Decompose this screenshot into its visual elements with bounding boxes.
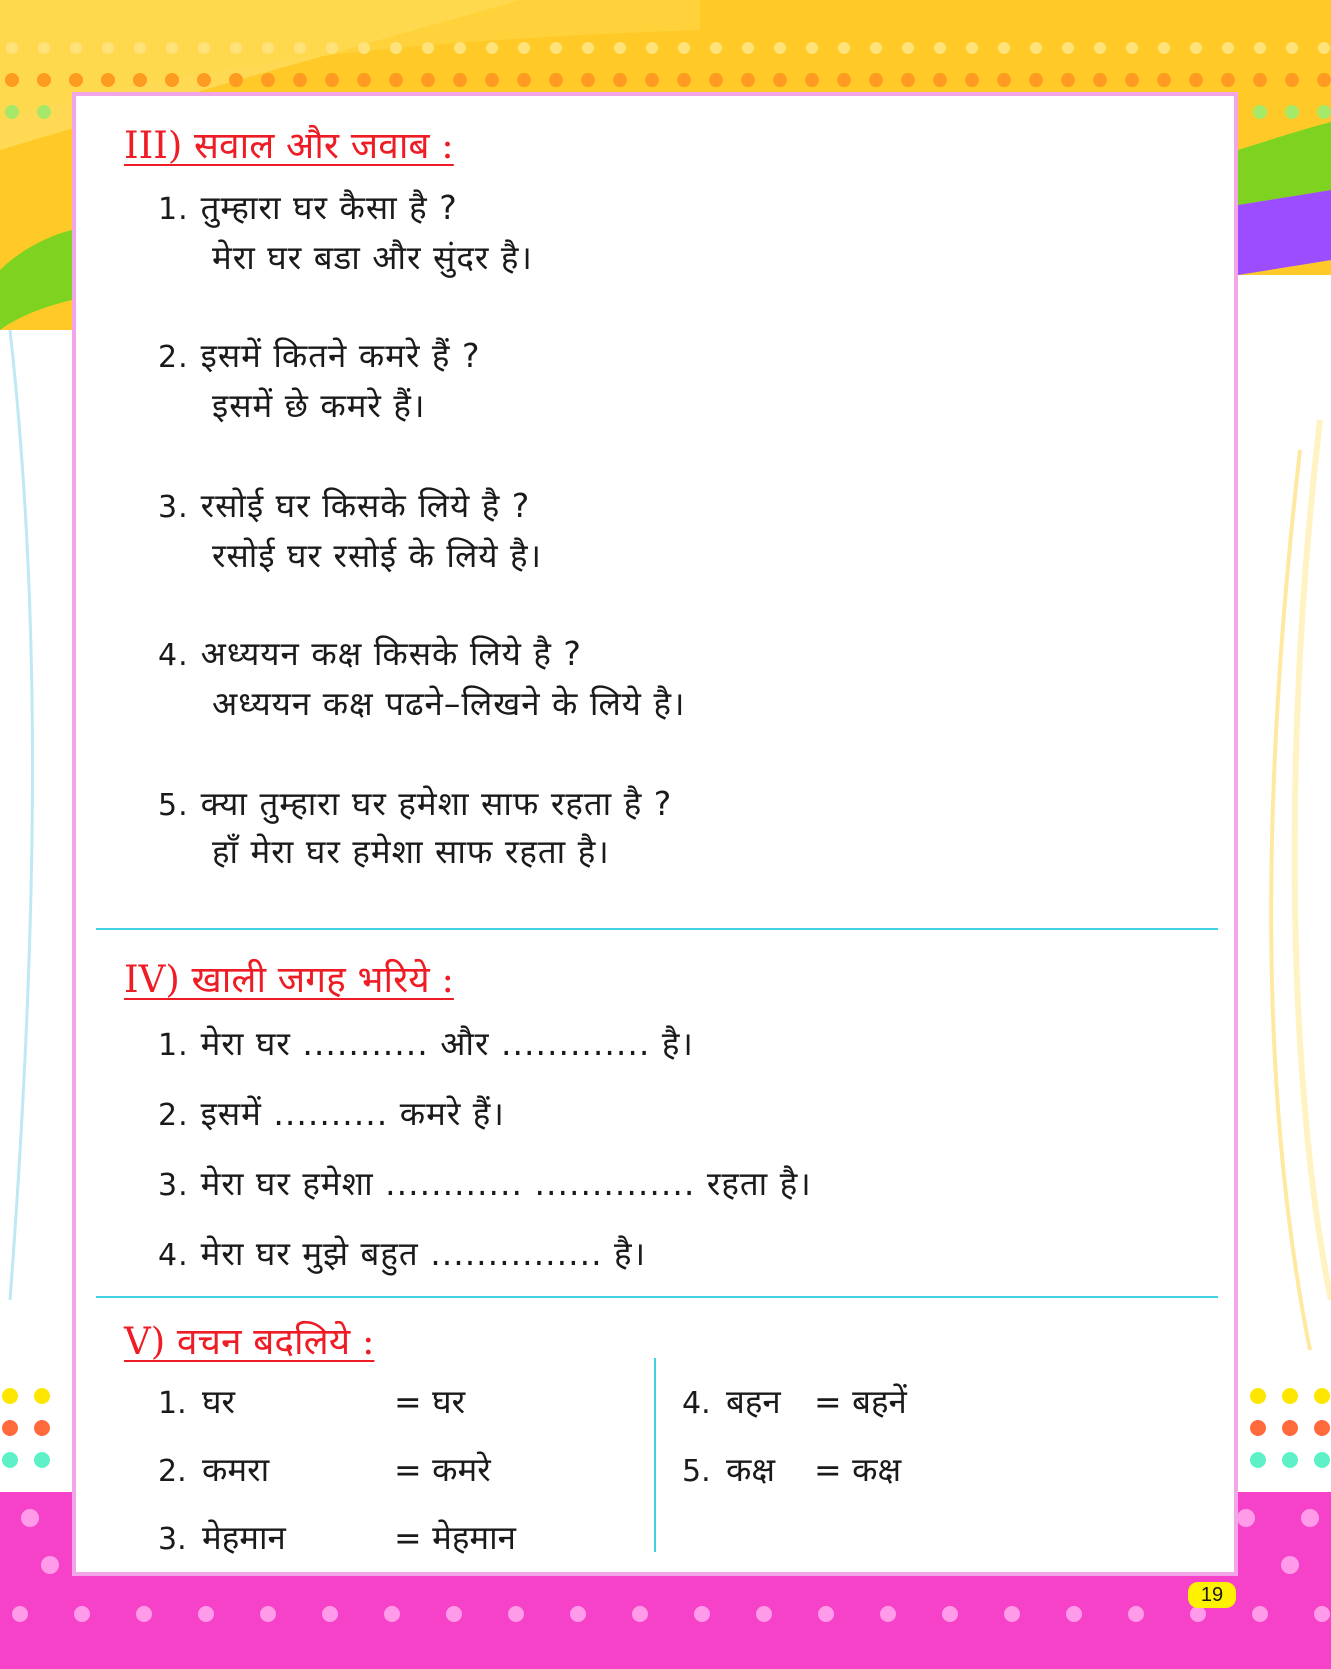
decorative-dot xyxy=(102,42,114,54)
decorative-dot xyxy=(1158,42,1170,54)
decorative-dot xyxy=(613,73,627,87)
decorative-dot xyxy=(942,1606,958,1622)
decorative-dot xyxy=(646,42,658,54)
decorative-dot xyxy=(933,73,947,87)
decorative-dot xyxy=(262,42,274,54)
decorative-dot xyxy=(453,73,467,87)
decorative-dot xyxy=(632,1606,648,1622)
decorative-dot xyxy=(1128,1606,1144,1622)
decorative-dot xyxy=(645,73,659,87)
decorative-dot xyxy=(1285,105,1299,119)
decorative-dot xyxy=(229,73,243,87)
decorative-dot xyxy=(818,1606,834,1622)
fill-blank-4: 4. मेरा घर मुझे बहुत ............... है। xyxy=(158,1234,647,1273)
decorative-dot xyxy=(2,1452,18,1468)
decorative-dot xyxy=(1301,1509,1319,1527)
decorative-dot xyxy=(1254,42,1266,54)
decorative-dot xyxy=(260,1606,276,1622)
decorative-dot xyxy=(198,1606,214,1622)
decorative-dot xyxy=(837,73,851,87)
decorative-dot xyxy=(1318,42,1330,54)
decorative-dot xyxy=(806,42,818,54)
decorative-dot xyxy=(997,73,1011,87)
decorative-dot xyxy=(486,42,498,54)
decorative-dot xyxy=(1094,42,1106,54)
decorative-dot xyxy=(12,1606,28,1622)
decorative-dot xyxy=(1282,1388,1298,1404)
decorative-dot xyxy=(902,42,914,54)
plural-pair-3: 3. मेहमान = मेहमान xyxy=(158,1518,516,1557)
decorative-dot xyxy=(197,73,211,87)
decorative-dot xyxy=(1189,73,1203,87)
plural-pair-1: 1. घर = घर xyxy=(158,1382,466,1421)
decorative-dot xyxy=(582,42,594,54)
decorative-dot xyxy=(1317,105,1331,119)
decorative-dot xyxy=(1286,42,1298,54)
decorative-dot xyxy=(1314,1452,1330,1468)
decorative-dot xyxy=(1125,73,1139,87)
decorative-dot xyxy=(198,42,210,54)
answer-2: इसमें छे कमरे हैं। xyxy=(212,386,426,425)
decorative-dot xyxy=(1029,73,1043,87)
decorative-dot xyxy=(1317,73,1331,87)
decorative-dot xyxy=(38,42,50,54)
decorative-dot xyxy=(134,42,146,54)
decorative-dot xyxy=(1314,1606,1330,1622)
decorative-dot xyxy=(293,73,307,87)
decorative-dot xyxy=(518,42,530,54)
decorative-dot xyxy=(37,105,51,119)
decorative-dot xyxy=(581,73,595,87)
decorative-dot xyxy=(570,1606,586,1622)
decorative-dot xyxy=(485,73,499,87)
decorative-dot xyxy=(322,1606,338,1622)
decorative-dot xyxy=(677,73,691,87)
fill-blank-2: 2. इसमें .......... कमरे हैं। xyxy=(158,1094,505,1133)
decorative-dot xyxy=(965,73,979,87)
decorative-dot xyxy=(261,73,275,87)
decorative-dot xyxy=(1221,73,1235,87)
decorative-dot xyxy=(389,73,403,87)
decorative-dot xyxy=(21,1509,39,1527)
decorative-dot xyxy=(869,73,883,87)
answer-5: हाँ मेरा घर हमेशा साफ रहता है। xyxy=(212,832,610,871)
decorative-dot xyxy=(1066,1606,1082,1622)
decorative-dot xyxy=(34,1452,50,1468)
decorative-dot xyxy=(325,73,339,87)
plural-pair-5: 5. कक्ष = कक्ष xyxy=(682,1450,902,1489)
decorative-dot xyxy=(69,73,83,87)
decorative-dot xyxy=(934,42,946,54)
decorative-dot xyxy=(34,1420,50,1436)
decorative-dot xyxy=(37,73,51,87)
fill-blank-1: 1. मेरा घर ........... और ............. है। xyxy=(158,1024,694,1063)
decorative-dot xyxy=(870,42,882,54)
column-divider xyxy=(654,1358,656,1552)
decorative-dot xyxy=(1004,1606,1020,1622)
decorative-dot xyxy=(805,73,819,87)
decorative-dot xyxy=(446,1606,462,1622)
dot-row-top-2 xyxy=(0,70,1331,90)
decorative-dot xyxy=(166,42,178,54)
decorative-dot xyxy=(549,73,563,87)
dot-row-top-1 xyxy=(0,38,1331,58)
decorative-dot xyxy=(756,1606,772,1622)
decorative-dot xyxy=(1061,73,1075,87)
decorative-dot xyxy=(326,42,338,54)
section-5-title: V) वचन बदलिये : xyxy=(124,1320,375,1363)
decorative-dot xyxy=(774,42,786,54)
decorative-dot xyxy=(741,73,755,87)
decorative-dot xyxy=(1253,73,1267,87)
decorative-dot xyxy=(1252,1606,1268,1622)
decorative-dot xyxy=(1062,42,1074,54)
decorative-dot xyxy=(1285,73,1299,87)
decorative-dot xyxy=(742,42,754,54)
answer-3: रसोई घर रसोई के लिये है। xyxy=(212,536,542,575)
decorative-dot xyxy=(1093,73,1107,87)
answer-4: अध्ययन कक्ष पढने–लिखने के लिये है। xyxy=(212,684,686,723)
decorative-dot xyxy=(421,73,435,87)
answer-1: मेरा घर बडा और सुंदर है। xyxy=(212,238,533,277)
decorative-dot xyxy=(5,73,19,87)
decorative-dot xyxy=(709,73,723,87)
decorative-dot xyxy=(230,42,242,54)
decorative-dot xyxy=(133,73,147,87)
decorative-dot xyxy=(1157,73,1171,87)
decorative-dot xyxy=(70,42,82,54)
decorative-dot xyxy=(1314,1420,1330,1436)
question-1: 1. तुम्हारा घर कैसा है ? xyxy=(158,188,458,227)
decorative-dot xyxy=(614,42,626,54)
decorative-dot xyxy=(1253,105,1267,119)
decorative-dot xyxy=(41,1556,59,1574)
decorative-dot xyxy=(1250,1452,1266,1468)
decorative-dot xyxy=(550,42,562,54)
decorative-dot xyxy=(694,1606,710,1622)
decorative-dot xyxy=(998,42,1010,54)
decorative-dot xyxy=(966,42,978,54)
decorative-dot xyxy=(422,42,434,54)
question-5: 5. क्या तुम्हारा घर हमेशा साफ रहता है ? xyxy=(158,784,673,823)
question-3: 3. रसोई घर किसके लिये है ? xyxy=(158,486,531,525)
decorative-dot xyxy=(74,1606,90,1622)
decorative-dot xyxy=(454,42,466,54)
page-number-badge: 19 xyxy=(1188,1582,1236,1608)
decorative-dot xyxy=(1250,1420,1266,1436)
decorative-dot xyxy=(901,73,915,87)
decorative-dot xyxy=(2,1420,18,1436)
dot-row-pink-3 xyxy=(0,1604,1331,1624)
decorative-dot xyxy=(710,42,722,54)
decorative-dot xyxy=(358,42,370,54)
decorative-dot xyxy=(2,1388,18,1404)
decorative-dot xyxy=(517,73,531,87)
decorative-dot xyxy=(678,42,690,54)
question-4: 4. अध्ययन कक्ष किसके लिये है ? xyxy=(158,634,582,673)
decorative-dot xyxy=(390,42,402,54)
decorative-dot xyxy=(1250,1388,1266,1404)
plural-pair-4: 4. बहन = बहनें xyxy=(682,1382,907,1421)
decorative-dot xyxy=(773,73,787,87)
decorative-dot xyxy=(1190,1606,1206,1622)
decorative-dot xyxy=(1030,42,1042,54)
section-divider xyxy=(96,1296,1218,1298)
decorative-dot xyxy=(165,73,179,87)
decorative-dot xyxy=(136,1606,152,1622)
decorative-dot xyxy=(880,1606,896,1622)
decorative-dot xyxy=(1190,42,1202,54)
section-3-title: III) सवाल और जवाब : xyxy=(124,124,454,167)
decorative-dot xyxy=(508,1606,524,1622)
plural-pair-2: 2. कमरा = कमरे xyxy=(158,1450,491,1489)
decorative-dot xyxy=(1237,1509,1255,1527)
decorative-dot xyxy=(5,105,19,119)
decorative-dot xyxy=(294,42,306,54)
decorative-dot xyxy=(1281,1556,1299,1574)
decorative-dot xyxy=(34,1388,50,1404)
decorative-dot xyxy=(101,73,115,87)
section-4-title: IV) खाली जगह भरिये : xyxy=(124,958,454,1001)
decorative-dot xyxy=(1282,1420,1298,1436)
decorative-dot xyxy=(1222,42,1234,54)
decorative-dot xyxy=(384,1606,400,1622)
decorative-dot xyxy=(1314,1388,1330,1404)
decorative-dot xyxy=(1126,42,1138,54)
decorative-dot xyxy=(357,73,371,87)
question-2: 2. इसमें कितने कमरे हैं ? xyxy=(158,336,481,375)
decorative-dot xyxy=(1282,1452,1298,1468)
decorative-dot xyxy=(838,42,850,54)
section-divider xyxy=(96,928,1218,930)
decorative-dot xyxy=(6,42,18,54)
worksheet-card xyxy=(72,92,1238,1576)
fill-blank-3: 3. मेरा घर हमेशा ............ .............. रहता है। xyxy=(158,1164,812,1203)
